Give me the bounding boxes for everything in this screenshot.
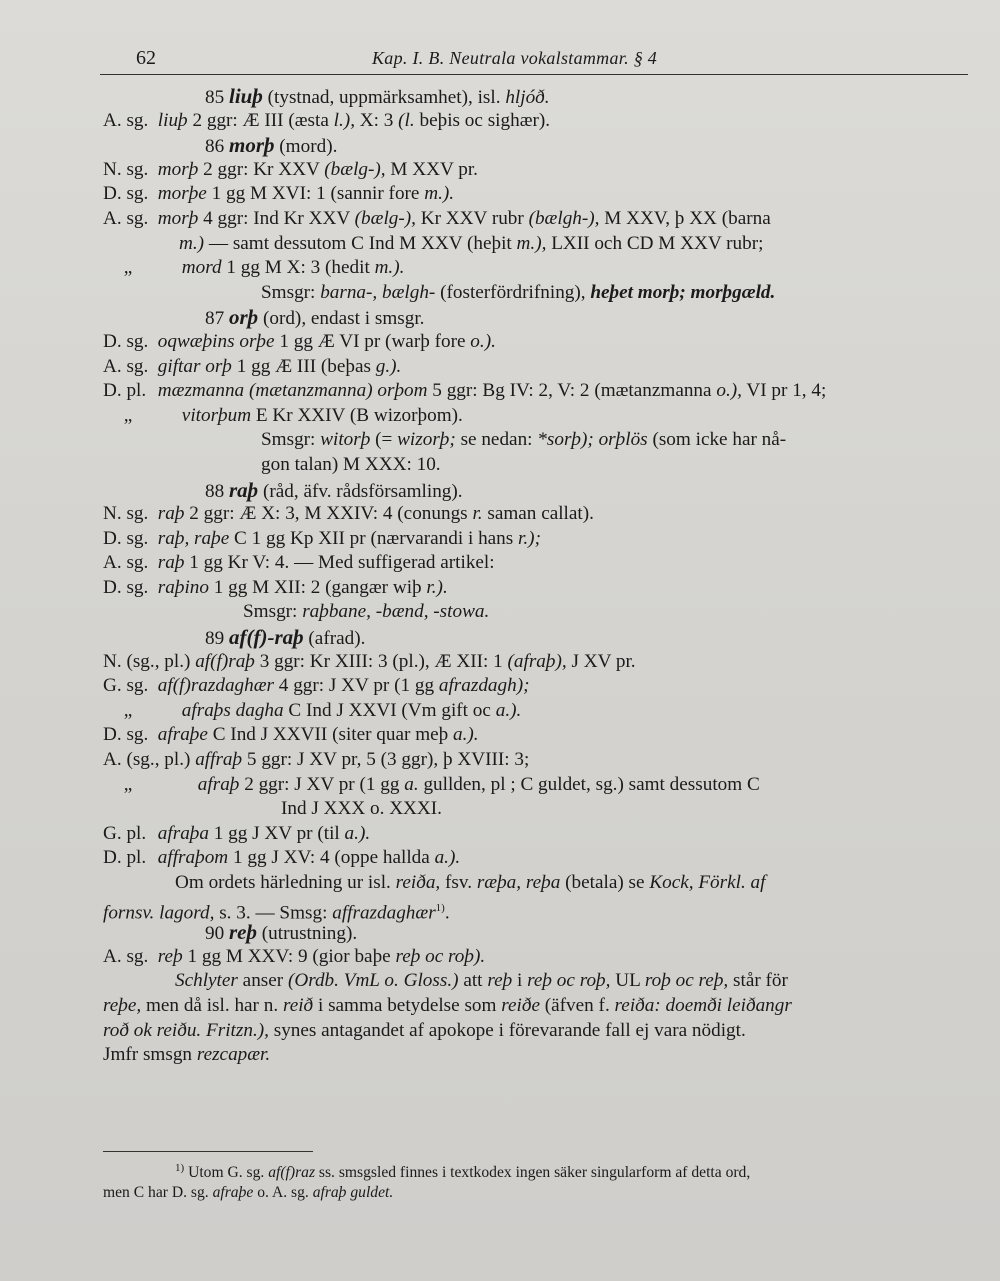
entry-heading-90 (103, 920, 965, 945)
citation: Ind J XXX o. XXXI. (281, 798, 442, 820)
citation: C 1 gg Kp XII pr (nærvarandi i hans (234, 527, 514, 549)
note-text: men då isl. har n. (145, 994, 279, 1016)
case-label: N. sg. (103, 158, 149, 180)
page-body (103, 84, 965, 1068)
note-italic: reþ (487, 970, 513, 992)
compounds-line-continued (103, 453, 965, 478)
citation: gullden, pl ; C guldet, sg.) samt dessutom C (423, 773, 760, 795)
gloss: (tystnad, uppmärksamhet), isl. (267, 87, 501, 108)
note-line (103, 871, 965, 896)
citation: 5 ggr: Bg IV: 2, V: 2 (mætanzmanna (432, 380, 712, 402)
case-label: G. sg. (103, 675, 149, 697)
citation: 2 ggr: Kr XXV (203, 158, 320, 180)
citation-italic: a.). (344, 822, 371, 844)
headword: reþ (228, 920, 257, 945)
entry-number: 86 (205, 136, 225, 158)
note-italic: reiða: doemði leiðangr (614, 994, 792, 1016)
note-text: UL (615, 970, 641, 992)
form-line (103, 330, 965, 355)
case-label: D. pl. (103, 847, 147, 869)
citation: 1 gg Kr V: 4. — Med suffigerad artikel: (189, 552, 495, 574)
note-italic: roþ oc reþ, (644, 970, 729, 992)
form-line (103, 748, 965, 773)
compounds-text: se nedan: (460, 429, 533, 451)
citation: 1 gg J XV pr (til (213, 822, 340, 844)
ditto-mark: „ (123, 773, 133, 795)
note-italic: Schlyter (175, 970, 238, 992)
entry-heading-88 (103, 478, 965, 503)
compounds-label: Smsgr: (261, 281, 316, 303)
citation-italic: m.). (374, 257, 405, 279)
citation-italic: a.). (434, 847, 461, 869)
form-line (103, 502, 965, 527)
note-text: Om ordets härledning ur isl. (175, 872, 391, 893)
form: liuþ (157, 109, 188, 131)
compounds-line (103, 281, 965, 306)
headword: morþ (228, 133, 275, 158)
form-line (103, 256, 965, 281)
form-line (103, 182, 965, 207)
note-text: Jmfr smsgn (103, 1044, 193, 1066)
citation: 2 ggr: Æ III (æsta (192, 109, 329, 131)
form-line (103, 404, 965, 429)
citation: VI pr 1, 4; (746, 380, 827, 402)
citation-italic: afrazdagh); (438, 675, 530, 697)
citation-italic: (bælgh-), (528, 207, 600, 229)
entry-heading-87 (103, 305, 965, 330)
citation: LXII och CD M XXV rubr; (551, 232, 764, 254)
form: giftar orþ (157, 355, 232, 377)
note-line (103, 1019, 965, 1044)
note-text: står för (733, 970, 788, 992)
case-label: D. sg. (103, 330, 149, 352)
form: raþ, raþe (157, 527, 230, 549)
footnote-divider (103, 1151, 313, 1152)
citation: Kr XXV rubr (420, 207, 524, 229)
case-label: D. sg. (103, 183, 149, 205)
form: affraþom (157, 847, 229, 869)
form: afraþ (197, 773, 240, 795)
citation-italic: m.), (516, 232, 547, 254)
citation-italic: r.). (426, 576, 448, 598)
note-italic: roð ok reiðu. Fritzn.), (103, 1019, 269, 1041)
citation: saman callat). (487, 503, 594, 525)
compounds-line (103, 600, 965, 625)
compounds-line (103, 428, 965, 453)
page-header (100, 44, 968, 75)
form: afraþa (157, 822, 209, 844)
form-line (103, 207, 965, 232)
citation-italic: r. (472, 503, 483, 525)
citation-italic: a. (404, 773, 419, 795)
form: raþ (157, 503, 185, 525)
case-label: D. sg. (103, 527, 149, 549)
compounds-italic: heþet morþ; morþgæld. (590, 281, 776, 303)
gloss: (ord), endast i smsgr. (262, 308, 425, 330)
gloss: (mord). (279, 136, 338, 158)
note-text: anser (242, 970, 284, 992)
footnote-italic: af(f)raz (268, 1164, 316, 1182)
citation-italic: a.). (495, 699, 522, 721)
citation: J XV pr. (571, 650, 636, 672)
note-italic: rezcapær. (196, 1044, 271, 1066)
citation-italic: o.). (470, 330, 496, 352)
note-italic: reiðe (501, 994, 540, 1016)
headword: liuþ (228, 84, 263, 108)
case-label: D. sg. (103, 576, 149, 598)
note-italic: reþ oc roþ, (527, 970, 611, 992)
form: reþ (157, 945, 183, 967)
form: af(f)razdaghær (157, 675, 274, 697)
citation: — samt dessutom C Ind M XXV (heþit (208, 232, 512, 254)
note-italic: Kock, Förkl. af (649, 872, 766, 893)
case-label: D. pl. (103, 380, 147, 402)
form-line (103, 699, 965, 724)
note-italic: ræþa, reþa (476, 872, 561, 893)
citation: 1 gg Æ VI pr (warþ fore (279, 330, 466, 352)
entry-heading-89 (103, 625, 965, 650)
entry-heading-86 (103, 133, 965, 158)
compounds-text: (som icke har nå- (652, 429, 787, 451)
citation: C Ind J XXVII (siter quar meþ (212, 724, 449, 746)
form-line (103, 355, 965, 380)
note-italic: reþe, (103, 994, 142, 1016)
entry-number: 89 (205, 628, 225, 650)
form-line (103, 527, 965, 552)
page-number: 62 (136, 47, 156, 69)
form: affraþ (195, 749, 243, 771)
case-label: A. sg. (103, 552, 149, 574)
compounds-label: Smsgr: (243, 601, 298, 623)
entry-number: 87 (205, 308, 225, 330)
citation: beþis oc sighær). (419, 109, 551, 131)
ditto-mark: „ (123, 257, 133, 279)
form-line (103, 723, 965, 748)
note-text: (äfven f. (544, 994, 610, 1016)
form: af(f)raþ (195, 650, 255, 672)
citation-italic: r.); (518, 527, 541, 549)
form: oqwæþins orþe (157, 330, 275, 352)
compounds-italic: raþbane, -bænd, -stowa. (302, 601, 490, 623)
note-italic: reið (282, 994, 314, 1016)
form: afraþe (157, 724, 208, 746)
form: morþ (157, 158, 199, 180)
compounds-italic: barna-, bælgh- (320, 281, 436, 303)
running-title: Kap. I. B. Neutrala vokalstammar. § 4 (372, 48, 658, 68)
footnote-text: men C har D. sg. (103, 1184, 209, 1202)
form-line (103, 846, 965, 871)
citation: C Ind J XXVI (Vm gift oc (288, 699, 491, 721)
citation-italic: (bælg-), (324, 158, 386, 180)
note-text: i samma betydelse som (317, 994, 497, 1016)
footnote-text: o. A. sg. (257, 1184, 309, 1202)
gloss-italic: hljóð. (505, 87, 550, 108)
footnotes (103, 1158, 963, 1203)
headword: raþ (228, 477, 259, 502)
compounds-italic: *sorþ); orþlös (537, 429, 648, 451)
compounds-italic: wizorþ; (397, 429, 456, 451)
form-line (103, 109, 965, 134)
note-text: synes antagandet af apokope i förevarande fall ej vara nödigt. (273, 1019, 746, 1041)
citation: 1 gg Æ III (beþas (236, 355, 371, 377)
form: morþ (157, 207, 199, 229)
citation-italic: (bælg-), (354, 207, 416, 229)
citation: M XXV, þ XX (barna (604, 207, 771, 229)
case-label: N. sg. (103, 503, 149, 525)
citation-italic: m.) (179, 232, 205, 254)
case-label: G. pl. (103, 822, 147, 844)
footnote-italic: afraþe (212, 1184, 254, 1202)
citation-italic: m.). (424, 183, 455, 205)
form-line (103, 674, 965, 699)
form-line (103, 379, 965, 404)
citation: 1 gg J XV: 4 (oppe hallda (232, 847, 430, 869)
gloss: (utrustning). (261, 923, 358, 945)
headword: orþ (228, 305, 259, 330)
note-line (103, 969, 965, 994)
citation: 4 ggr: Ind Kr XXV (203, 207, 350, 229)
form: morþe (157, 183, 207, 205)
note-text: att (463, 970, 483, 992)
citation: 1 gg M XII: 2 (gangær wiþ (213, 576, 422, 598)
entry-number: 90 (205, 923, 225, 945)
form-line (103, 822, 965, 847)
ditto-mark: „ (123, 699, 133, 721)
footnote-text: Utom G. sg. (188, 1164, 265, 1182)
citation: 3 ggr: Kr XIII: 3 (pl.), Æ XII: 1 (259, 650, 503, 672)
case-label: A. sg. (103, 355, 149, 377)
citation: 2 ggr: Æ X: 3, M XXIV: 4 (conungs (189, 503, 468, 525)
citation: X: 3 (359, 109, 394, 131)
compounds-text: (fosterfördrifning), (440, 281, 586, 303)
note-text: fsv. (445, 872, 473, 893)
gloss: (afrad). (308, 628, 366, 650)
case-label: A. sg. (103, 207, 149, 229)
form-line (103, 551, 965, 576)
compounds-text: gon talan) M XXX: 10. (261, 453, 441, 475)
footnote-text: ss. smsgsled finnes i textkodex ingen säker singularform af detta ord, (318, 1164, 751, 1182)
footnote-marker: 1) (435, 901, 445, 914)
case-label: A. (sg., pl.) (103, 749, 191, 771)
form: vitorþum (181, 404, 252, 426)
case-label: D. sg. (103, 724, 149, 746)
entry-number: 85 (205, 87, 225, 108)
note-line (103, 1043, 965, 1068)
citation-italic: (l. (398, 109, 415, 131)
citation-italic: o.), (716, 380, 742, 402)
citation-italic: reþ oc roþ). (395, 945, 486, 967)
note-text: s. 3. — Smsg: (219, 901, 328, 923)
gloss: (råd, äfv. rådsförsamling). (262, 480, 463, 502)
note-text: . (444, 901, 450, 923)
entry-heading-85 (103, 84, 965, 109)
citation-italic: (afraþ), (507, 650, 567, 672)
footnote-marker: 1) (175, 1162, 185, 1174)
form: afraþs dagha (181, 699, 284, 721)
headword: af(f)-raþ (228, 625, 304, 650)
form: raþ (157, 552, 185, 574)
form: mord (181, 257, 222, 279)
entry-number: 88 (205, 480, 225, 502)
citation-italic: a.). (453, 724, 479, 746)
ditto-mark: „ (123, 404, 133, 426)
compounds-text: (= (375, 429, 393, 451)
citation-italic: l.), (333, 109, 355, 131)
note-line (103, 994, 965, 1019)
form-line-continued (103, 797, 965, 822)
form-line (103, 576, 965, 601)
citation: 4 ggr: J XV pr (1 gg (278, 675, 435, 697)
form-line (103, 650, 965, 675)
citation: 1 gg M X: 3 (hedit (226, 257, 370, 279)
note-line (103, 896, 965, 921)
form-line (103, 158, 965, 183)
note-text: i (516, 970, 523, 992)
note-italic: reiða, (395, 872, 441, 893)
citation-italic: g.). (375, 355, 402, 377)
note-text: (betala) se (565, 872, 645, 893)
citation: 1 gg M XVI: 1 (sannir fore (211, 183, 420, 205)
citation: 2 ggr: J XV pr (1 gg (244, 773, 400, 795)
compounds-label: Smsgr: (261, 429, 316, 451)
footnote-1 (103, 1158, 963, 1183)
note-italic: (Ordb. VmL o. Gloss.) (287, 970, 459, 992)
case-label: A. sg. (103, 945, 149, 967)
form-line (103, 773, 965, 798)
form-line-continued (103, 232, 965, 257)
form: raþino (157, 576, 209, 598)
citation: 1 gg M XXV: 9 (gior baþe (187, 945, 391, 967)
case-label: A. sg. (103, 109, 149, 131)
case-label: N. (sg., pl.) (103, 650, 191, 672)
note-italic: fornsv. lagord, (103, 901, 215, 923)
footnote-1-continued (103, 1183, 963, 1203)
form-line (103, 945, 965, 970)
citation: M XXV pr. (390, 158, 478, 180)
citation: 5 ggr: J XV pr, 5 (3 ggr), þ XVIII: 3; (246, 749, 530, 771)
citation: E Kr XXIV (B wizorþom). (255, 404, 463, 426)
form: mæzmanna (mætanzmanna) orþom (157, 380, 428, 402)
note-italic: affrazdaghær (332, 901, 436, 923)
footnote-italic: afraþ guldet. (312, 1184, 394, 1202)
compounds-italic: witorþ (320, 429, 371, 451)
